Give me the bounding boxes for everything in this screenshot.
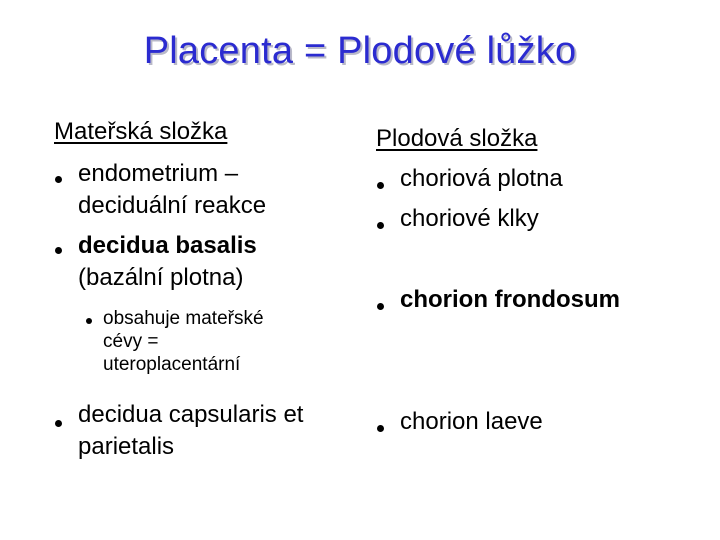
item-line: deciduální reakce xyxy=(78,192,267,219)
item-line: obsahuje mateřské xyxy=(103,308,264,329)
right-column-heading: Plodová složka xyxy=(376,125,538,152)
left-item-decidua-basalis xyxy=(78,230,257,294)
item-line: cévy = xyxy=(103,331,159,352)
item-line: (bazální plotna) xyxy=(78,264,244,291)
item-line: parietalis xyxy=(78,433,175,460)
bullet-icon xyxy=(377,303,384,310)
slide-title: Placenta = Plodové lůžko xyxy=(143,30,577,72)
bullet-icon xyxy=(377,182,384,189)
item-line: uteroplacentární xyxy=(103,354,241,375)
left-item-decidua-capsularis xyxy=(78,399,303,463)
bullet-icon xyxy=(377,222,384,229)
left-column-heading: Mateřská složka xyxy=(54,118,228,145)
left-item-endometrium xyxy=(78,158,266,222)
item-line: endometrium – xyxy=(78,160,239,187)
bullet-icon xyxy=(55,176,62,183)
item-line: choriová plotna xyxy=(400,165,563,192)
right-item-choriove-klky xyxy=(400,203,539,235)
item-line: decidua capsularis et xyxy=(78,401,304,428)
item-line: chorion frondosum xyxy=(400,286,620,313)
left-subitem-cevy xyxy=(103,307,264,376)
bullet-icon xyxy=(377,425,384,432)
item-line: decidua basalis xyxy=(78,232,257,259)
bullet-icon xyxy=(86,318,92,324)
right-item-choriova-plotna xyxy=(400,163,563,195)
bullet-icon xyxy=(55,420,62,427)
right-item-chorion-frondosum xyxy=(400,284,620,316)
item-line: choriové klky xyxy=(400,205,539,232)
item-line: chorion laeve xyxy=(400,408,543,435)
right-item-chorion-laeve xyxy=(400,406,543,438)
bullet-icon xyxy=(55,247,62,254)
